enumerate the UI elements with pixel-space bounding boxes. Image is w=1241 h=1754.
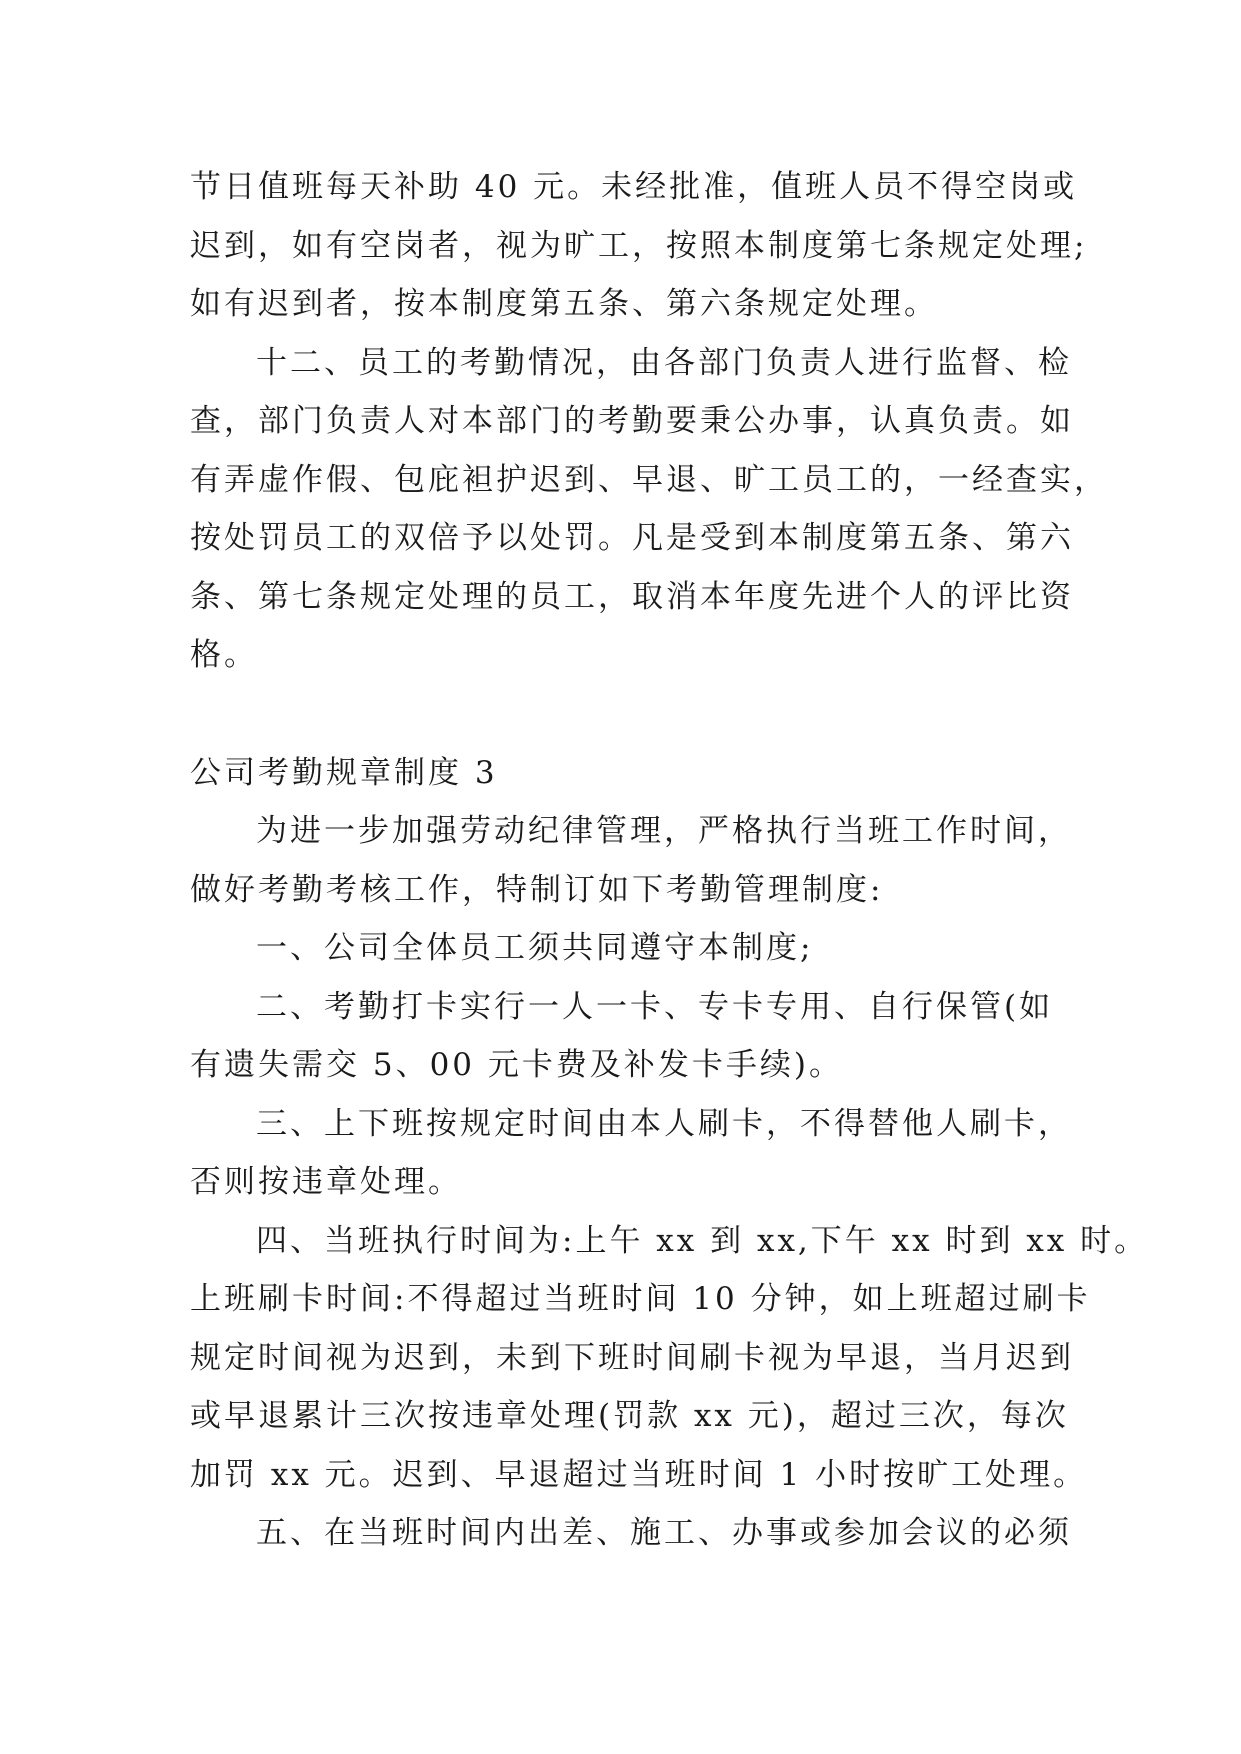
paragraph-line: 否则按违章处理。	[190, 1164, 462, 1200]
paragraph-line: 迟到，如有空岗者，视为旷工，按照本制度第七条规定处理;	[190, 227, 1088, 264]
paragraph-line: 四、当班执行时间为:上午 xx 到 xx,下午 xx 时到 xx 时。	[256, 1222, 1149, 1259]
paragraph-line: 按处罚员工的双倍予以处罚。凡是受到本制度第五条、第六	[190, 520, 1074, 556]
paragraph-line: 上班刷卡时间:不得超过当班时间 10 分钟，如上班超过刷卡	[190, 1281, 1091, 1317]
paragraph-line: 或早退累计三次按违章处理(罚款 xx 元)，超过三次，每次	[190, 1398, 1069, 1434]
paragraph-line: 有遗失需交 5、00 元卡费及补发卡手续)。	[190, 1047, 843, 1083]
section-gap	[190, 685, 1070, 744]
paragraph-line: 一、公司全体员工须共同遵守本制度;	[256, 930, 814, 966]
paragraph-line: 为进一步加强劳动纪律管理，严格执行当班工作时间，	[256, 813, 1072, 849]
paragraph-line: 节日值班每天补助 40 元。未经批准，值班人员不得空岗或	[190, 169, 1078, 205]
paragraph-line: 查，部门负责人对本部门的考勤要秉公办事，认真负责。如	[190, 403, 1074, 439]
paragraph-line: 做好考勤考核工作，特制订如下考勤管理制度:	[190, 871, 884, 908]
paragraph-line: 条、第七条规定处理的员工，取消本年度先进个人的评比资	[190, 578, 1074, 615]
document-body	[190, 158, 1149, 1563]
section-heading: 公司考勤规章制度 3	[190, 754, 498, 791]
paragraph-line: 十二、员工的考勤情况，由各部门负责人进行监督、检	[256, 344, 1072, 381]
paragraph-line: 三、上下班按规定时间由本人刷卡，不得替他人刷卡，	[256, 1105, 1072, 1142]
paragraph-line: 规定时间视为迟到，未到下班时间刷卡视为早退，当月迟到	[190, 1339, 1074, 1376]
paragraph-line: 有弄虚作假、包庇袒护迟到、早退、旷工员工的，一经查实，	[190, 461, 1108, 498]
paragraph-line: 加罚 xx 元。迟到、早退超过当班时间 1 小时按旷工处理。	[190, 1456, 1088, 1493]
paragraph-line: 五、在当班时间内出差、施工、办事或参加会议的必须	[256, 1515, 1072, 1551]
paragraph-line: 如有迟到者，按本制度第五条、第六条规定处理。	[190, 286, 938, 322]
paragraph-line: 二、考勤打卡实行一人一卡、专卡专用、自行保管(如	[256, 988, 1054, 1025]
paragraph-line: 格。	[190, 637, 258, 673]
